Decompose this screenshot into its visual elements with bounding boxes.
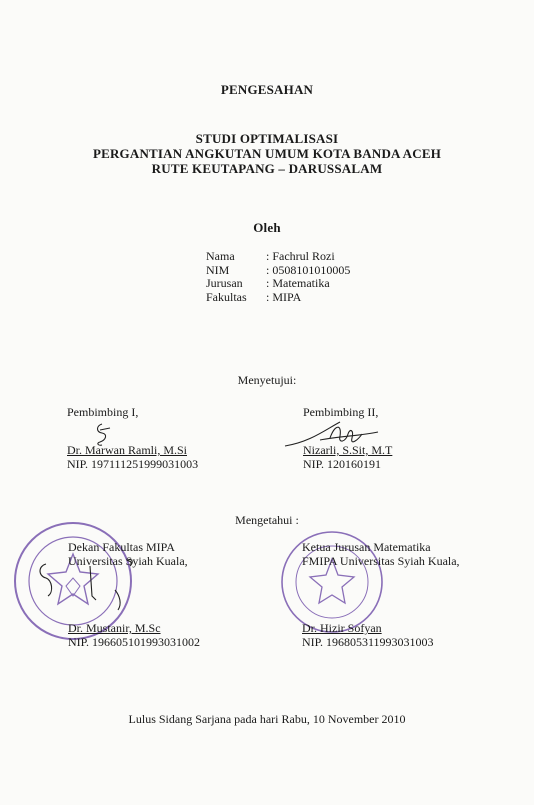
by-label: Oleh: [253, 220, 281, 235]
dean-signature: [30, 556, 140, 616]
student-info: [206, 250, 350, 304]
head-name: Dr. Hizir Sofyan: [302, 621, 382, 635]
supervisor2-role: Pembimbing II,: [303, 405, 379, 419]
thesis-title-line1: STUDI OPTIMALISASI: [195, 131, 339, 146]
thesis-title-line3: RUTE KEUTAPANG – DARUSSALAM: [151, 161, 383, 176]
dean-nip: NIP. 196605101993031002: [68, 635, 201, 649]
supervisor2-name: Nizarli, S.Sit, M.T: [303, 443, 393, 457]
dean-role-line1: Dekan Fakultas MIPA: [68, 540, 175, 554]
student-row: Fakultas : MIPA: [206, 289, 302, 304]
head-role-line1: Ketua Jurusan Matematika: [302, 540, 431, 554]
graduation-note: Lulus Sidang Sarjana pada hari Rabu, 10 November 2010: [128, 712, 406, 726]
supervisor1-role: Pembimbing I,: [67, 405, 139, 419]
student-row: Jurusan : Matematika: [206, 276, 330, 290]
dean-role-line2: Universitas Syiah Kuala,: [68, 554, 188, 568]
supervisor1-nip: NIP. 197111251999031003: [67, 457, 199, 471]
page-title: PENGESAHAN: [220, 82, 314, 97]
thesis-title-line2: PERGANTIAN ANGKUTAN UMUM KOTA BANDA ACEH: [92, 146, 442, 161]
supervisor1-name: Dr. Marwan Ramli, M.Si: [67, 443, 187, 457]
acknowledge-label: Mengetahui :: [235, 513, 299, 527]
head-role-line2: FMIPA Universitas Syiah Kuala,: [302, 554, 460, 568]
head-nip: NIP. 196805311993031003: [302, 635, 434, 649]
dean-name: Dr. Mustanir, M.Sc: [68, 621, 161, 635]
student-row: NIM : 0508101010005: [206, 262, 351, 277]
student-row: Nama : Fachrul Rozi: [206, 249, 335, 263]
approve-label: Menyetujui:: [237, 373, 297, 387]
supervisor2-nip: NIP. 120160191: [303, 457, 382, 471]
